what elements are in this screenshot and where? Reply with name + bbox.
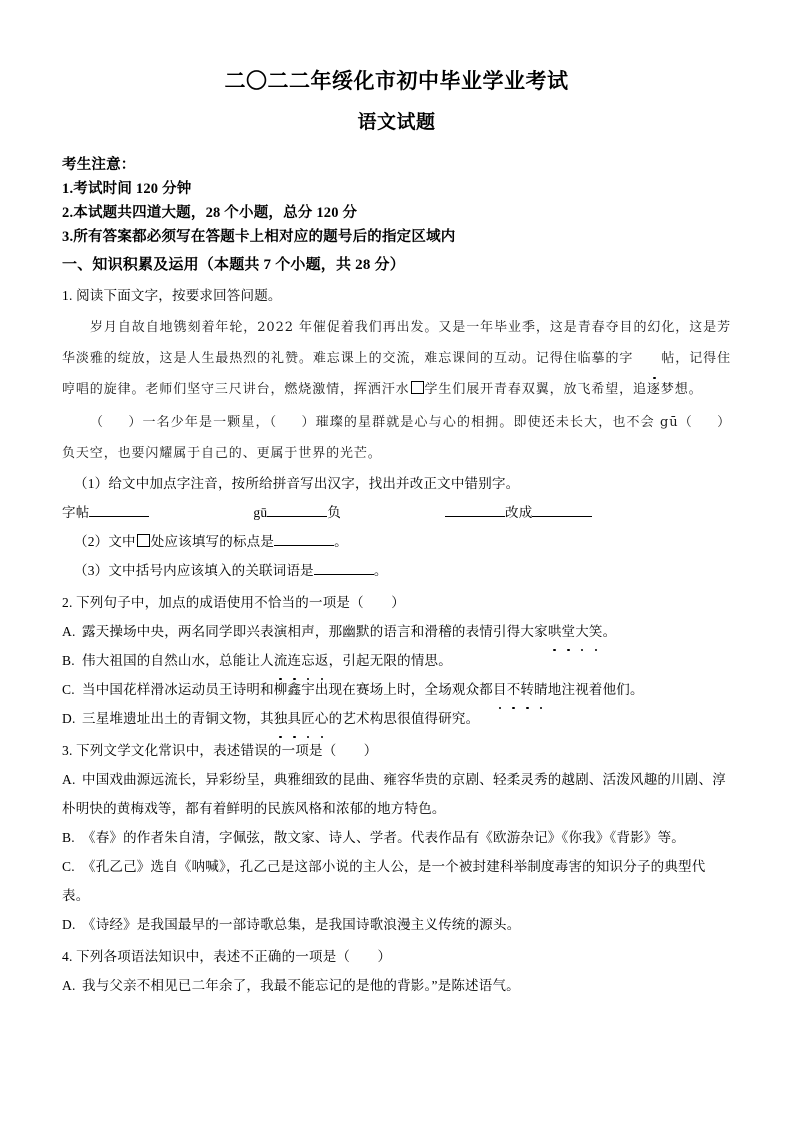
answer-label-fu: 负 — [327, 505, 342, 520]
question-3-option-d[interactable] — [62, 910, 731, 939]
option-letter: B. — [62, 830, 75, 845]
sub3-text-a: （3）文中括号内应该填入的关联词语是 — [74, 563, 314, 578]
answer-blank-zitie[interactable] — [89, 516, 149, 517]
option-letter: A. — [62, 624, 76, 639]
question-2-option-b[interactable] — [62, 646, 731, 675]
option-text-post: 地注视着他们。 — [547, 682, 644, 697]
option-text: 《诗经》是我国最早的一部诗歌总集，是我国诗歌浪漫主义传统的源头。 — [82, 917, 521, 932]
answer-blank-punctuation[interactable] — [274, 545, 334, 546]
sub2-text-b: 处应该填写的标点是 — [150, 534, 275, 549]
option-text: 中国戏曲源远流长，异彩纷呈，典雅细致的昆曲、雍容华贵的京剧、轻柔灵秀的越剧、活泼风趣的川剧、淳朴明快的黄梅戏等，都有着鲜明的民族风格和浓郁的地方特色。 — [62, 772, 726, 816]
question-3-option-b[interactable] — [62, 823, 731, 852]
question-3-stem-text: 下列文学文化常识中，表述错误的一项是（ ） — [76, 743, 378, 758]
question-3-option-a[interactable] — [62, 765, 731, 823]
passage-text-c: 学生们展开青春双翼，放飞希望，追逐梦想。 — [424, 382, 703, 397]
candidate-notice — [62, 153, 731, 249]
answer-blank-wrong-char[interactable] — [445, 516, 505, 517]
sub2-text-a: （2）文中 — [74, 534, 136, 549]
question-3-number: 3. — [62, 743, 73, 758]
question-3-stem — [62, 736, 731, 765]
question-1-passage-paragraph-1 — [62, 312, 731, 405]
punctuation-box-icon — [411, 381, 424, 394]
option-letter: C. — [62, 682, 75, 697]
notice-item-2: 2.本试题共四道大题，28 个小题，总分 120 分 — [62, 205, 358, 221]
sub3-text-c: 。 — [373, 563, 388, 578]
option-text: 我与父亲不相见已二年余了，我最不能忘记的是他的背影。”是陈述语气。 — [82, 978, 520, 993]
punctuation-box-icon-ref — [137, 534, 150, 547]
question-4-stem-text: 下列各项语法知识中，表述不正确的一项是（ ） — [76, 949, 392, 964]
question-1-number: 1. — [62, 288, 73, 303]
question-2-option-a[interactable] — [62, 617, 731, 646]
question-1-passage-paragraph-2 — [62, 407, 731, 469]
option-emphasis-idiom: 目不转睛 — [493, 682, 548, 697]
question-1-sub-3 — [62, 556, 731, 585]
answer-label-gu: gū — [253, 505, 268, 520]
option-letter: A. — [62, 978, 76, 993]
answer-label-zitie: 字帖 — [62, 505, 90, 520]
passage2-text-c: ）璀璨的星群就是心与心的相拥。即使还未长大，也不会 gū（ — [301, 415, 693, 430]
question-1-sub-1: （1）给文中加点字注音，按所给拼音写出汉字，找出并改正文中错别字。 — [74, 476, 520, 491]
passage-emphasis-tie: 帖 — [633, 343, 675, 374]
option-text-pre: 露天操场中央，两名同学即兴表演相声，那幽默的语言和滑稽的表情引得大家 — [82, 624, 548, 639]
answer-blank-gu[interactable] — [267, 516, 327, 517]
page-title: 二〇二二年绥化市初中毕业学业考试 — [224, 69, 569, 93]
notice-heading: 考生注意： — [62, 157, 136, 173]
answer-blank-correct-char[interactable] — [532, 516, 592, 517]
question-2-stem-text: 下列句子中，加点的成语使用不恰当的一项是（ ） — [76, 595, 405, 610]
option-text-post: 。 — [602, 624, 617, 639]
answer-label-gaicheng: 改成 — [505, 505, 533, 520]
option-text-pre: 三星堆遗址出土的青铜文物，其 — [82, 711, 274, 726]
question-2-number: 2. — [62, 595, 73, 610]
passage2-text-d: ）负天空，也要闪耀属于自己的、更属于世界的光芒。 — [62, 415, 732, 461]
option-letter: D. — [62, 711, 76, 726]
question-1-stem-text: 阅读下面文字，按要求回答问题。 — [76, 288, 282, 303]
question-4-stem — [62, 942, 731, 971]
question-2-option-c[interactable] — [62, 675, 731, 704]
option-text: 《孔乙己》选自《呐喊》，孔乙己是这部小说的主人公，是一个被封建科举制度毒害的知识分子的典型代表。 — [62, 859, 706, 903]
option-text-pre: 当中国花样滑冰运动员王诗明和柳鑫宇出现在赛场上时，全场观众都 — [82, 682, 493, 697]
passage2-text-b: ）一名少年是一颗星，（ — [128, 415, 278, 430]
question-1-answer-row — [62, 498, 731, 527]
passage-text-a: 岁月自故自地镌刻着年轮，2022 年催促着我们再出发。又是一年毕业季，这是青春夺目的幻化，这是芳华淡雅的绽放，这是人生最热烈的礼赞。难忘课上的交流，难忘课间的互动。记得住临摹的字 — [62, 320, 731, 366]
option-letter: D. — [62, 917, 76, 932]
notice-item-1: 1.考试时间 120 分钟 — [62, 181, 192, 197]
option-letter: C. — [62, 859, 75, 874]
section-heading-1: 一、知识积累及运用（本题共 7 个小题，共 28 分） — [62, 257, 405, 273]
option-text-pre: 伟大祖国的自然山水，总能让人 — [82, 653, 274, 668]
question-3-option-c[interactable] — [62, 852, 731, 910]
option-letter: A. — [62, 772, 76, 787]
question-1-stem — [62, 281, 731, 310]
option-emphasis-idiom: 独具匠心 — [274, 711, 329, 726]
passage2-text-a: （ — [90, 415, 105, 430]
option-emphasis-idiom: 哄堂大笑 — [548, 624, 603, 639]
passage-text-b: ，记得住哼唱的旋律。老师们坚守三尺讲台，燃烧激情，挥洒汗水 — [62, 351, 731, 397]
option-letter: B. — [62, 653, 75, 668]
option-emphasis-idiom: 流连忘返 — [274, 653, 329, 668]
notice-item-3: 3.所有答案都必须写在答题卡上相对应的题号后的指定区域内 — [62, 229, 456, 245]
page-subtitle: 语文试题 — [357, 112, 436, 133]
question-4-option-a[interactable] — [62, 971, 731, 1000]
question-2-stem — [62, 588, 731, 617]
option-text-post: ，引起无限的情思。 — [328, 653, 452, 668]
option-text-post: 的艺术构思很值得研究。 — [328, 711, 480, 726]
question-4-number: 4. — [62, 949, 73, 964]
answer-blank-conjunction[interactable] — [314, 574, 374, 575]
question-1-sub-2 — [62, 527, 731, 556]
question-2-option-d[interactable] — [62, 704, 731, 733]
option-text: 《春》的作者朱自清，字佩弦，散文家、诗人、学者。代表作品有《欧游杂记》《你我》《背影》等。 — [82, 830, 685, 845]
sub2-text-c: 。 — [334, 534, 348, 549]
